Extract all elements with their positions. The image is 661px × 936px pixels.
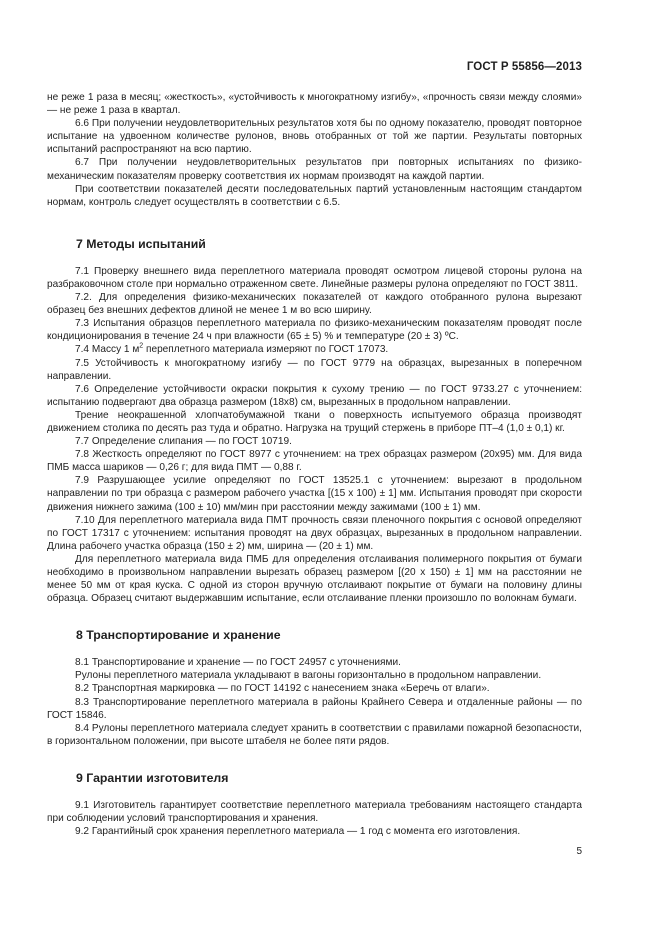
paragraph-7-2: 7.2. Для определения физико-механических показателей от каждого отобранного рулона вырезают образец без внешних дефектов длиной не менее 1 м во всю ширину.: [47, 292, 582, 317]
paragraph-7-3: 7.3 Испытания образцов переплетного материала по физико-механическим показателям проводят после кондиционирования в течение 24 ч при влажности (65 ± 5) % и температуре (20 ± 3) ºС.: [47, 318, 582, 343]
paragraph-7-7: 7.7 Определение слипания — по ГОСТ 10719.: [75, 436, 292, 448]
page-number: 5: [576, 846, 582, 857]
document-body: [47, 91, 582, 838]
superscript-square: 2: [139, 343, 144, 351]
paragraph-8-1-rolls: Рулоны переплетного материала укладывают в вагоны горизонтально в продольном направлении.: [75, 670, 542, 682]
paragraph-8-3: 8.3 Транспортирование переплетного материала в районы Крайнего Севера и отдаленные районы — по ГОСТ 15846.: [47, 696, 582, 721]
paragraph-6-7-control: При соответствии показателей десяти последовательных партий установленным настоящим стандартом нормам, контроль следует осуществлять в соответствии с 6.5.: [47, 183, 582, 208]
paragraph-8-4: 8.4 Рулоны переплетного материала следует хранить в соответствии с правилами пожарной безопасности, в горизонтальном положении, при высоте штабеля не более пяти рядов.: [47, 722, 582, 747]
paragraph-7-4-text: 7.4 Массу 1 м: [75, 344, 140, 356]
paragraph-7-8: 7.8 Жесткость определяют по ГОСТ 8977 с уточнением: на трех образцах размером (20х95) мм. Для вида ПМБ масса шариков — 0,26 г; для вида ПМТ — 0,88 г.: [47, 449, 582, 474]
paragraph-continuation: не реже 1 раза в месяц; «жесткость», «устойчивость к многократному изгибу», «прочность связи между слоями» — не реже 1 раза в квартал.: [47, 92, 582, 117]
paragraph-9-1: 9.1 Изготовитель гарантирует соответствие переплетного материала требованиям настоящего стандарта при соблюдении условий транспортирования и хранения.: [47, 799, 582, 825]
paragraph-6-6: 6.6 При получении неудовлетворительных результатов хотя бы по одному показателю, проводят повторное испытание на удвоенном количестве рулонов, вновь отобранных от той же партии. Результаты повторных испытаний распространяют на всю партию.: [47, 118, 582, 156]
paragraph-7-10: 7.10 Для переплетного материала вида ПМТ прочность связи пленочного покрытия с основой определяют по ГОСТ 17317 с уточнением: испытания проводят на двух образцах, вырезанных в продольном направлении. Длина рабочего участка образца (150 ± 2) мм, ширина — (20 ± 1) мм.: [47, 514, 582, 552]
paragraph-8-1: 8.1 Транспортирование и хранение — по ГОСТ 24957 с уточнениями.: [75, 657, 401, 669]
standard-designation: ГОСТ Р 55856—2013: [466, 61, 582, 73]
section-7-heading: 7 Методы испытаний: [76, 236, 206, 251]
section-8-heading: 8 Транспортирование и хранение: [76, 628, 281, 643]
paragraph-9-2: 9.2 Гарантийный срок хранения переплетного материала — 1 год с момента его изготовления.: [75, 826, 521, 838]
paragraph-7-5: 7.5 Устойчивость к многократному изгибу — по ГОСТ 9779 на образцах, вырезанных в поперечном направлении.: [47, 357, 582, 382]
paragraph-8-2: 8.2 Транспортная маркировка — по ГОСТ 14192 с нанесением знака «Беречь от влаги».: [75, 683, 490, 695]
paragraph-7-10-pmb: Для переплетного материала вида ПМБ для определения отслаивания полимерного покрытия от бумаги необходимо в произвольном направлении вырезать образец размером [(20 х 150) ± 1] мм на расстоянии не менее 50 мм от края куска. С одной из сторон вручную отслаивают покрытие от бумаги на половину длины образца. Образец считают выдержавшим испытание, если отслаивание пленки произошло по волокнам бумаги.: [47, 553, 582, 605]
paragraph-7-6: 7.6 Определение устойчивости окраски покрытия к сухому трению — по ГОСТ 9733.27 с уточнением: испытанию подвергают два образца размером (18х8) см, вырезанных в продольном направлении.: [47, 383, 582, 408]
paragraph-7-1: 7.1 Проверку внешнего вида переплетного материала проводят осмотром лицевой стороны рулона на разбраковочном столе при нормально отраженном свете. Линейные размеры рулона определяют по ГОСТ 3811.: [47, 265, 582, 290]
paragraph-7-9: 7.9 Разрушающее усилие определяют по ГОСТ 13525.1 с уточнением: вырезают в продольном направлении по три образца с размером рабочего участка [(15 х 100) ± 1] мм. Испытания проводят при скорости движения нижнего зажима (100 ± 10) мм/мин при расстоянии между зажимами (100 ± 1) мм.: [47, 475, 582, 513]
section-9-heading: 9 Гарантии изготовителя: [76, 770, 229, 785]
paragraph-7-4: [47, 343, 582, 356]
paragraph-6-7: 6.7 При получении неудовлетворительных результатов при повторных испытаниях по физико-механическим показателям проверку соответствия их нормам производят на каждой партии.: [47, 157, 582, 182]
paragraph-7-4-rest: переплетного материала измеряют по ГОСТ 17073.: [143, 344, 389, 356]
paragraph-7-6-friction: Трение неокрашенной хлопчатобумажной ткани о поверхность испытуемого образца производят движением столика по десять раз туда и обратно. Нагрузка на трущий стержень в приборе ПТ–4 (1,0 ± 0,1) кг.: [47, 409, 582, 434]
